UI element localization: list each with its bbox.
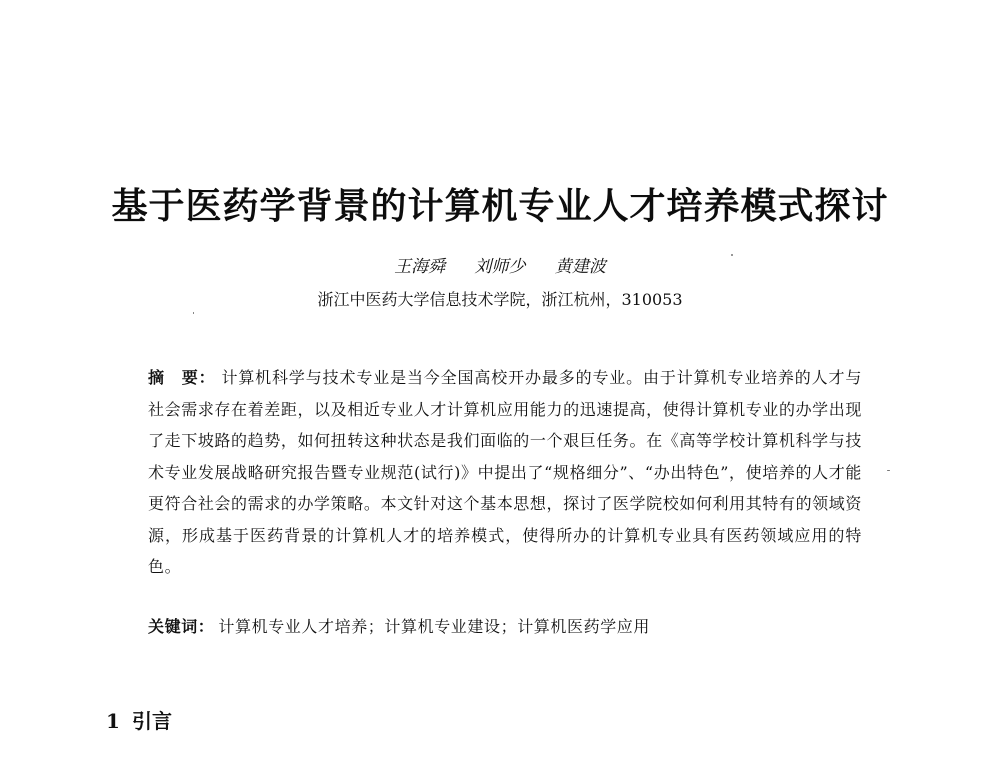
section-title: 引言	[132, 709, 172, 733]
keywords-text: 计算机专业人才培养；计算机专业建设；计算机医药学应用	[218, 617, 651, 636]
author-list	[0, 255, 1000, 279]
author-name: 王海舜	[394, 257, 446, 277]
author-affiliation: 浙江中医药大学信息技术学院，浙江杭州，310053	[317, 290, 683, 309]
scan-speck	[731, 254, 733, 256]
keywords-label: 关键词：	[148, 617, 215, 636]
paper-title: 基于医药学背景的计算机专业人才培养模式探讨	[111, 185, 889, 227]
keywords-line	[148, 614, 862, 640]
section-number: 1	[106, 709, 120, 733]
scan-speck	[193, 312, 194, 314]
abstract-label: 摘 要：	[148, 368, 216, 387]
scan-speck	[887, 470, 890, 471]
section-heading	[106, 705, 172, 737]
author-name: 黄建波	[554, 257, 606, 277]
author-name: 刘师少	[474, 257, 526, 277]
abstract-paragraph	[148, 362, 862, 583]
abstract-text: 计算机科学与技术专业是当今全国高校开办最多的专业。由于计算机专业培养的人才与社会需求存在着差距，以及相近专业人才计算机应用能力的迅速提高，使得计算机专业的办学出现了走下坡路的趋势，如何扭转这种状态是我们面临的一个艰巨任务。在《高等学校计算机科学与技术专业发展战略研究报告暨专业规范(试行)》中提出了“规格细分”、“办出特色”，使培养的人才能更符合社会的需求的办学策略。本文针对这个基本思想，探讨了医学院校如何利用其特有的领域资源，形成基于医药背景的计算机人才的培养模式，使得所办的计算机专业具有医药领域应用的特色。	[148, 368, 862, 576]
